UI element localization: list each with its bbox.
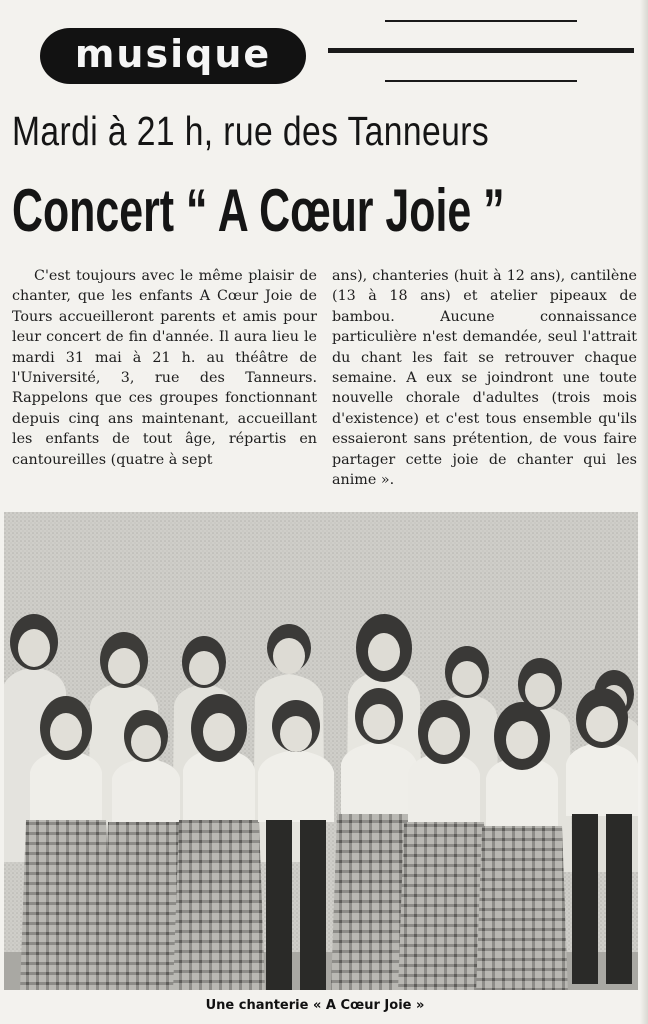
section-badge xyxy=(40,28,306,84)
header-rule-top xyxy=(385,20,577,22)
header-rule-bottom xyxy=(385,80,577,82)
choir-photo xyxy=(4,512,638,990)
body-text-right: ans), chanteries (huit à 12 ans), cantilène (13 à 18 ans) et atelier pipeaux de bambou. Aucune connaissance particulière n'est demandée, seul l'attrait du chant les fait se retrouver chaque semaine. A eux se joindront une toute nouvelle chorale d'adultes (trois mois d'existence) et c'est tous ensemble qu'ils essaieront sans prétention, de vous faire partager cette joie de chanter qui les anime ». xyxy=(332,268,637,489)
body-text-left: C'est toujours avec le même plaisir de chanter, que les enfants A Cœur Joie de Tours accueilleront parents et amis pour leur concert de fin d'année. Il aura lieu le mardi 31 mai à 21 h. au théâtre de l'Université, 3, rue des Tanneurs. Rappelons que ces groupes fonctionnant depuis cinq ans maintenant, accueillant les enfants de tout âge, répartis en cantoureilles (quatre à sept xyxy=(12,268,317,468)
article-kicker: Mardi à 21 h, rue des Tanneurs xyxy=(12,108,490,154)
article-column-right xyxy=(332,266,637,490)
photo-caption: Une chanterie « A Cœur Joie » xyxy=(205,998,425,1013)
section-label: musique xyxy=(74,32,272,76)
choir-photo-image xyxy=(4,512,638,990)
header-rule-thick xyxy=(328,48,634,53)
page-edge-shadow xyxy=(640,0,648,1024)
article-headline: Concert “ A Cœur Joie ” xyxy=(12,177,505,244)
article-column-left xyxy=(12,266,317,470)
